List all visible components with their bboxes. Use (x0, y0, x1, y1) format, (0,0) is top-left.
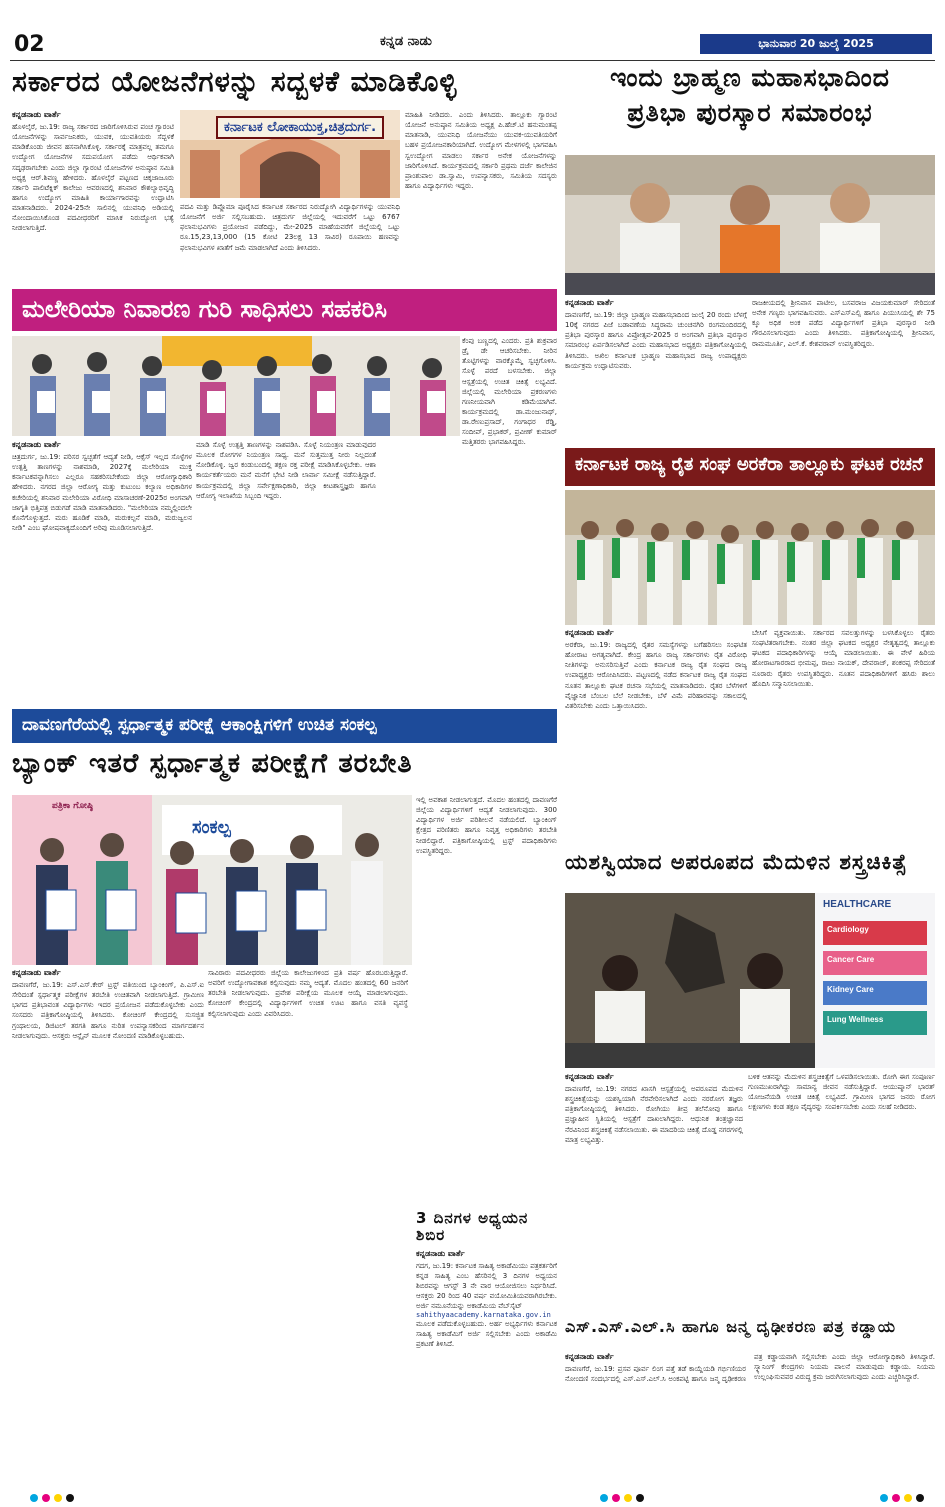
byline: ಕನ್ನಡನಾಡು ವಾರ್ತೆ (12, 968, 61, 977)
board-item-lung-wellness: Lung Wellness (827, 1015, 884, 1024)
article-1-col1 (12, 110, 174, 280)
registration-marks-left (30, 1494, 74, 1502)
article-1-col2 (180, 202, 400, 280)
headline-line-2: ಪ್ರತಿಭಾ ಪುರಸ್ಕಾರ ಸಮಾರಂಭ (627, 97, 873, 127)
byline: ಕನ್ನಡನಾಡು ವಾರ್ತೆ (12, 440, 61, 449)
registration-dot (612, 1494, 620, 1502)
article-body: ರಾಜಕೀಯದಲ್ಲಿ ಶ್ರೀನಿವಾಸ ಪಾಟೀಲ, ಬಸವರಾಜ ವಿಜಯಕುಮಾರ್ ಸೇರಿದಂತೆ ಅನೇಕ ಗಣ್ಯರು ಭಾಗವಹಿಸುವರು. ಎಸ್ಎಸ್ಎಲ್ಸಿ ಹಾಗೂ ಪಿಯುಸಿಯಲ್ಲಿ ಶೇ 75 ಕ್ಕೂ ಅಧಿಕ ಅಂಕ ಪಡೆದ ವಿದ್ಯಾರ್ಥಿಗಳಿಗೆ ಪ್ರತಿಭಾ ಪುರಸ್ಕಾರ ನೀಡಿ ಗೌರವಿಸಲಾಗುವುದು ಎಂದು ತಿಳಿಸಿದರು. ಪತ್ರಿಕಾಗೋಷ್ಠಿಯಲ್ಲಿ ಶ್ರೀನಿವಾಸ, ರಾಮಮೂರ್ತಿ, ಎಲ್.ಕೆ. ಕೇಶವರಾವ್ ಉಪಸ್ಥಿತರಿದ್ದರು. (752, 299, 935, 348)
article-body: ದಾವಣಗೆರೆ, ಜು.19: ಜಿಲ್ಲಾ ಬ್ರಾಹ್ಮಣ ಮಹಾಸಭಾದಿಂದ ಜುಲೈ 20 ರಂದು ಬೆಳಗ್ಗೆ 10ಕ್ಕೆ ನಗರದ ಪಿಜೆ ಬಡಾವಣೆಯ ಸಿದ್ಧರಾಮ ಚುಂಚನಗಿರಿ ರಂಗಮಂದಿರದಲ್ಲಿ ಪ್ರತಿಭಾ ಪುರಸ್ಕಾರ ಹಾಗೂ ವಿಪ್ರೋತ್ಸವ-2025 ರ ಅಂಗವಾಗಿ ಪ್ರತಿಭಾ ಪುರಸ್ಕಾರ ಸಮಾರಂಭ ಏರ್ಪಡಿಸಲಾಗಿದೆ ಎಂದು ಮಹಾಸಭಾದ ಅಧ್ಯಕ್ಷರು ಪತ್ರಿಕಾಗೋಷ್ಠಿಯಲ್ಲಿ ತಿಳಿಸಿದರು. ಅಖಿಲ ಕರ್ನಾಟಕ ಬ್ರಾಹ್ಮಣ ಮಹಾಸಭಾದ ರಾಜ್ಯ ಉಪಾಧ್ಯಕ್ಷರು ಕಾರ್ಯಕ್ರಮ ಉದ್ಘಾಟಿಸುವರು. (565, 311, 747, 370)
malaria-banner-headline: ಮಲೇರಿಯಾ ನಿವಾರಣ ಗುರಿ ಸಾಧಿಸಲು ಸಹಕರಿಸಿ (12, 289, 557, 331)
headline-line-1: ಇಂದು ಬ್ರಾಹ್ಮಣ ಮಹಾಸಭಾದಿಂದ (610, 64, 890, 92)
board-item-cardiology: Cardiology (827, 925, 869, 934)
board-item-cancer-care: Cancer Care (827, 955, 875, 964)
healthcare-board-title: HEALTHCARE (823, 899, 892, 910)
coaching-col2 (208, 968, 408, 1488)
article-body: ಮಾಡಿ ಸೊಳ್ಳೆ ಉತ್ಪತ್ತಿ ತಾಣಗಳನ್ನು ನಾಶಪಡಿಸಿ. ಸೊಳ್ಳೆ ನಿಯಂತ್ರಣ ಮಾಡುವುದರ ಮೂಲಕ ರೋಗಗಳ ನಿಯಂತ್ರಣ ಸಾಧ್ಯ. ಮನೆ ಸುತ್ತಮುತ್ತ ನೀರು ನಿಲ್ಲದಂತೆ ನೋಡಿಕೊಳ್ಳಿ. ಜ್ವರ ಕಂಡುಬಂದಲ್ಲಿ ತಕ್ಷಣ ರಕ್ತ ಪರೀಕ್ಷೆ ಮಾಡಿಸಿಕೊಳ್ಳಬೇಕು. ಆಶಾ ಕಾರ್ಯಕರ್ತೆಯರು ಮನೆ ಮನೆಗೆ ಭೇಟಿ ನೀಡಿ ಲಾರ್ವಾ ಸಮೀಕ್ಷೆ ನಡೆಸುತ್ತಿದ್ದಾರೆ. ಕಾರ್ಯಕ್ರಮದಲ್ಲಿ ಜಿಲ್ಲಾ ಸರ್ವೇಕ್ಷಣಾಧಿಕಾರಿ, ಜಿಲ್ಲಾ ಕೀಟಶಾಸ್ತ್ರಜ್ಞರು ಹಾಗೂ ಆರೋಗ್ಯ ಇಲಾಖೆಯ ಸಿಬ್ಬಂದಿ ಇದ್ದರು. (196, 441, 376, 500)
malaria-col1 (12, 440, 192, 705)
page-header (0, 0, 945, 62)
raitha-sangha-banner-headline: ಕರ್ನಾಟಕ ರಾಜ್ಯ ರೈತ ಸಂಘ ಅರಕೆರಾ ತಾಲ್ಲೂಕು ಘಟಕ ರಚನೆ (565, 448, 935, 486)
article-body: ಇಲ್ಲಿ ಅವಕಾಶ ನೀಡಲಾಗುತ್ತದೆ. ಮೊದಲ ಹಂತದಲ್ಲಿ ದಾವಣಗೆರೆ ಜಿಲ್ಲೆಯ ವಿದ್ಯಾರ್ಥಿಗಳಿಗೆ ಆದ್ಯತೆ ನೀಡಲಾಗುವುದು. 300 ವಿದ್ಯಾರ್ಥಿಗಳ ಅರ್ಜಿ ಪರಿಶೀಲನೆ ನಡೆಯಲಿದೆ. ಬ್ಯಾಂಕಿಂಗ್ ಕ್ಷೇತ್ರದ ಪರಿಣಿತರು ಹಾಗೂ ನಿವೃತ್ತ ಅಧಿಕಾರಿಗಳು ತರಬೇತಿ ನೀಡಲಿದ್ದಾರೆ. ಪತ್ರಿಕಾಗೋಷ್ಠಿಯಲ್ಲಿ ಟ್ರಸ್ಟ್ ಪದಾಧಿಕಾರಿಗಳು ಉಪಸ್ಥಿತರಿದ್ದರು. (416, 796, 557, 855)
article-1-headline (12, 66, 557, 108)
article-body: ದಾವಣಗೆರೆ, ಜು.19: ಪ್ರಸವ ಪೂರ್ವ ಲಿಂಗ ಪತ್ತೆ ತಡೆ ಕಾಯ್ದೆಯಡಿ ಗರ್ಭಿಣಿಯರ ನೋಂದಣಿ ಸಂದರ್ಭದಲ್ಲಿ ಎಸ್.ಎಸ್.ಎಲ್.ಸಿ ಅಂಕಪಟ್ಟಿ ಹಾಗೂ ಜನ್ಮ ದೃಢೀಕರಣ ಪತ್ರ ಕಡ್ಡಾಯವಾಗಿ ಸಲ್ಲಿಸಬೇಕು ಎಂದು ಜಿಲ್ಲಾ ಆರೋಗ್ಯಾಧಿಕಾರಿ ತಿಳಿಸಿದ್ದಾರೆ. ಸ್ಕ್ಯಾನಿಂಗ್ ಕೇಂದ್ರಗಳು ನಿಯಮ ಪಾಲನೆ ಮಾಡುವುದು ಕಡ್ಡಾಯ. ನಿಯಮ ಉಲ್ಲಂಘಿಸುವವರ ವಿರುದ್ಧ ಕ್ರಮ ಜರುಗಿಸಲಾಗುವುದು ಎಂದು ಎಚ್ಚರಿಸಿದ್ದಾರೆ. (565, 1353, 935, 1384)
lokayukta-building-photo (180, 110, 400, 198)
farmers-association-photo (565, 490, 935, 625)
registration-dot (54, 1494, 62, 1502)
brahmana-sabha-press-photo (565, 155, 935, 295)
registration-dot (600, 1494, 608, 1502)
registration-dot (636, 1494, 644, 1502)
sslc-headline (565, 1318, 935, 1348)
article-body: ಚಿತ್ರದುರ್ಗ, ಜು.19: ಪರಿಸರ ಸ್ವಚ್ಛತೆಗೆ ಆದ್ಯತೆ ನೀಡಿ, ಆಕ್ಸೆಸ್ ಇಲ್ಲದ ಸೊಳ್ಳೆಗಳ ಉತ್ಪತ್ತಿ ತಾಣಗಳನ್ನು ನಾಶಮಾಡಿ, 2027ಕ್ಕೆ ಮಲೇರಿಯಾ ಮುಕ್ತ ಕರ್ನಾಟಕವನ್ನಾಗಿಸಲು ಎಲ್ಲರೂ ಸಹಕರಿಸಬೇಕೆಂದು ಜಿಲ್ಲಾ ಆರೋಗ್ಯಾಧಿಕಾರಿ ಹೇಳಿದರು. ನಗರದ ಜಿಲ್ಲಾ ಆರೋಗ್ಯ ಮತ್ತು ಕುಟುಂಬ ಕಲ್ಯಾಣ ಅಧಿಕಾರಿಗಳ ಕಚೇರಿಯಲ್ಲಿ ಶನಿವಾರ ಮಲೇರಿಯಾ ವಿರೋಧಿ ಮಾಸಾಚರಣೆ-2025ರ ಅಂಗವಾಗಿ ಜಾಗೃತಿ ಭಿತ್ತಿಪತ್ರ ಬಿಡುಗಡೆ ಮಾಡಿ ಮಾತನಾಡಿದರು. "ಮಲೇರಿಯಾ ನಮ್ಮಲ್ಲಿಂದಲೇ ಕೊನೆಗೊಳ್ಳುತ್ತದೆ. ಮರು ಹೂಡಿಕೆ ಮಾಡಿ, ಮರುಕಲ್ಪನೆ ಮಾಡಿ, ಮರುಜ್ವಲನ ನೀಡಿ" ಎಂಬ ಘೋಷವಾಕ್ಯದೊಂದಿಗೆ ಅರಿವು ಮೂಡಿಸಲಾಗುತ್ತಿದೆ. (12, 453, 192, 532)
registration-dot (30, 1494, 38, 1502)
article-body: ಬಳಿಕ ಆತನನ್ನು ಮೆದುಳಿನ ಶಸ್ತ್ರಚಿಕಿತ್ಸೆಗೆ ಒಳಪಡಿಸಲಾಯಿತು. ರೋಗಿ ಈಗ ಸಂಪೂರ್ಣ ಗುಣಮುಖರಾಗಿದ್ದು ಸಾಮಾನ್ಯ ಜೀವನ ನಡೆಸುತ್ತಿದ್ದಾರೆ. ಆಯುಷ್ಮಾನ್ ಭಾರತ್ ಯೋಜನೆಯಡಿ ಉಚಿತ ಚಿಕಿತ್ಸೆ ಲಭ್ಯವಿದೆ. ಗ್ರಾಮೀಣ ಭಾಗದ ಜನರು ರೋಗ ಲಕ್ಷಣಗಳು ಕಂಡ ತಕ್ಷಣ ವೈದ್ಯರನ್ನು ಸಂಪರ್ಕಿಸಬೇಕು ಎಂದು ಸಲಹೆ ನೀಡಿದರು. (748, 1073, 935, 1112)
sslc-article (565, 1352, 935, 1487)
article-body: ಕೆಂಪು ಬಣ್ಣದಲ್ಲಿ ಎಂದರು. ಪ್ರತಿ ಶುಕ್ರವಾರ ಡ್ರೈ ಡೇ ಆಚರಿಸಬೇಕು. ನೀರಿನ ತೊಟ್ಟಿಗಳನ್ನು ವಾರಕ್ಕೊಮ್ಮೆ ಸ್ವಚ್ಛಗೊಳಿಸಿ. ಸೊಳ್ಳೆ ಪರದೆ ಬಳಸಬೇಕು. ಜಿಲ್ಲಾ ಆಸ್ಪತ್ರೆಯಲ್ಲಿ ಉಚಿತ ಚಿಕಿತ್ಸೆ ಲಭ್ಯವಿದೆ. ಜಿಲ್ಲೆಯಲ್ಲಿ ಮಲೇರಿಯಾ ಪ್ರಕರಣಗಳು ಗಣನೀಯವಾಗಿ ಕಡಿಮೆಯಾಗಿವೆ. ಕಾರ್ಯಕ್ರಮದಲ್ಲಿ ಡಾ.ಮಂಜುನಾಥ್, ಡಾ.ರೇಣುಪ್ರಸಾದ್, ಗಂಗಾಧರ ರೆಡ್ಡಿ, ಸಂದೀಪ್, ಪ್ರಭಾಕರ್, ಪ್ರವೀಣ್ ಕುಮಾರ್ ಮತ್ತಿತರರು ಭಾಗವಹಿಸಿದ್ದರು. (462, 337, 557, 447)
byline: ಕನ್ನಡನಾಡು ವಾರ್ತೆ (416, 1248, 465, 1258)
farmers-col2 (752, 628, 935, 848)
article-body: ದಾವಣಗೆರೆ, ಜು.19: ನಗರದ ಖಾಸಗಿ ಆಸ್ಪತ್ರೆಯಲ್ಲಿ ಅಪರೂಪದ ಮೆದುಳಿನ ಶಸ್ತ್ರಚಿಕಿತ್ಸೆಯನ್ನು ಯಶಸ್ವಿಯಾಗಿ ನೆರವೇರಿಸಲಾಗಿದೆ ಎಂದು ನರರೋಗ ತಜ್ಞರು ಪತ್ರಿಕಾಗೋಷ್ಠಿಯಲ್ಲಿ ತಿಳಿಸಿದರು. ರೋಗಿಯು ತೀವ್ರ ತಲೆನೋವು ಹಾಗೂ ಪ್ರಜ್ಞಾಹೀನ ಸ್ಥಿತಿಯಲ್ಲಿ ಆಸ್ಪತ್ರೆಗೆ ದಾಖಲಾಗಿದ್ದರು. ಆಧುನಿಕ ತಂತ್ರಜ್ಞಾನದ ನೆರವಿನಿಂದ ಶಸ್ತ್ರಚಿಕಿತ್ಸೆ ನಡೆಸಲಾಯಿತು. ಈ ಮಾದರಿಯ ಚಿಕಿತ್ಸೆ ದೊಡ್ಡ ನಗರಗಳಲ್ಲಿ ಮಾತ್ರ ಲಭ್ಯವಿತ್ತು. (565, 1085, 743, 1144)
surgery-col2 (748, 1072, 935, 1310)
registration-dot (892, 1494, 900, 1502)
academy-website-url: sahithyaacademy.karnataka.gov.in (416, 1311, 551, 1320)
article-body: ಪದವಿ ಮತ್ತು ಡಿಪ್ಲೊಮಾ ಪೂರೈಸಿದ ಕರ್ನಾಟಕ ಸರ್ಕಾರದ ನಿರುದ್ಯೋಗಿ ವಿದ್ಯಾರ್ಥಿಗಳನ್ನು ಯುವನಿಧಿ ಯೋಜನೆಗೆ ಅರ್ಜಿ ಸಲ್ಲಿಸಬಹುದು. ಚಿತ್ರದುರ್ಗ ಜಿಲ್ಲೆಯಲ್ಲಿ ಇದುವರೆಗೆ ಒಟ್ಟು 6767 ಫಲಾನುಭವಿಗಳು ಪ್ರಯೋಜನ ಪಡೆದಿದ್ದು, ಮೇ-2025 ಮಾಹೆಯವರೆಗೆ ಜಿಲ್ಲೆಯಲ್ಲಿ ಒಟ್ಟು ರೂ.15,23,13,000 (15 ಕೋಟಿ 23ಲಕ್ಷ 13 ಸಾವಿರ) ರೂಪಾಯಿ ಹಣವನ್ನು ಫಲಾನುಭವಿಗಳ ಖಾತೆಗೆ ಜಮೆ ಮಾಡಲಾಗಿದೆ ಎಂದು ತಿಳಿಸಿದರು. (180, 203, 400, 252)
photo-banner-title: ಸಂಕಲ್ಪ (192, 817, 231, 838)
registration-dot (904, 1494, 912, 1502)
headline: ಸರ್ಕಾರದ ಯೋಜನೆಗಳನ್ನು ಸದ್ಬಳಕೆ ಮಾಡಿಕೊಳ್ಳಿ (12, 66, 458, 98)
byline: ಕನ್ನಡನಾಡು ವಾರ್ತೆ (565, 1072, 614, 1081)
article-body: ಮಾಹಿತಿ ನೀಡಿದರು. ಎಂದು ತಿಳಿಸಿದರು. ತಾಲ್ಲೂಕು ಗ್ಯಾರಂಟಿ ಯೋಜನೆ ಅನುಷ್ಠಾನ ಸಮಿತಿಯ ಅಧ್ಯಕ್ಷ ಪಿ.ಹೆಚ್.ಟಿ ಹನುಮಂತಪ್ಪ ಮಾತನಾಡಿ, ಯುವನಿಧಿ ಯೋಜನೆಯು ಯುವಕ-ಯುವತಿಯರಿಗೆ ಬಹಳ ಪ್ರಯೋಜನಕಾರಿಯಾಗಿದೆ. ಉದ್ಯೋಗ ಮೇಳಗಳಲ್ಲಿ ಭಾಗವಹಿಸಿ ಸ್ವಉದ್ಯೋಗ ಮಾಡಲು ಸರ್ಕಾರ ಅನೇಕ ಯೋಜನೆಗಳನ್ನು ಜಾರಿಗೊಳಿಸಿದೆ. ಕಾರ್ಯಕ್ರಮದಲ್ಲಿ ಸರ್ಕಾರಿ ಪ್ರಥಮ ದರ್ಜೆ ಕಾಲೇಜಿನ ಪ್ರಾಂಶುಪಾಲ ಡಾ.ಸ್ವಾಮಿ, ಉಪನ್ಯಾಸಕರು, ಸಮಿತಿಯ ಸದಸ್ಯರು ಹಾಗೂ ವಿದ್ಯಾರ್ಥಿಗಳು ಇದ್ದರು. (405, 111, 557, 190)
farmers-col1 (565, 628, 747, 848)
article-body: ದಾವಣಗೆರೆ, ಜು.19: ಎಸ್.ಎಸ್.ಕೇರ್ ಟ್ರಸ್ಟ್ ವತಿಯಿಂದ ಬ್ಯಾಂಕಿಂಗ್, ಪಿ.ಎಸ್.ಐ ಸೇರಿದಂತೆ ಸ್ಪರ್ಧಾತ್ಮಕ ಪರೀಕ್ಷೆಗಳ ತರಬೇತಿ ಉಚಿತವಾಗಿ ನೀಡಲಾಗುತ್ತಿದೆ. ಗ್ರಾಮೀಣ ಭಾಗದ ಪ್ರತಿಭಾವಂತ ವಿದ್ಯಾರ್ಥಿಗಳು ಇದರ ಪ್ರಯೋಜನ ಪಡೆದುಕೊಳ್ಳಬೇಕು ಎಂದು ಸಂಸದರು ಪತ್ರಿಕಾಗೋಷ್ಠಿಯಲ್ಲಿ ತಿಳಿಸಿದರು. ಕೋಚಿಂಗ್ ಕೇಂದ್ರದಲ್ಲಿ ಸುಸಜ್ಜಿತ ಗ್ರಂಥಾಲಯ, ಡಿಜಿಟಲ್ ತರಗತಿ ಹಾಗೂ ನುರಿತ ಉಪನ್ಯಾಸಕರಿಂದ ಮಾರ್ಗದರ್ಶನ ನೀಡಲಾಗುವುದು. ಆಸಕ್ತರು ಆನ್ಲೈನ್ ಮೂಲಕ ನೋಂದಣಿ ಮಾಡಿಕೊಳ್ಳಬಹುದು. (12, 981, 204, 1040)
registration-dot (916, 1494, 924, 1502)
date-bar: ಭಾನುವಾರ 20 ಜುಲೈ 2025 (700, 34, 932, 54)
registration-dot (66, 1494, 74, 1502)
article-2-headline (565, 64, 935, 152)
byline: ಕನ್ನಡನಾಡು ವಾರ್ತೆ (12, 110, 61, 119)
headline: ಎಸ್.ಎಸ್.ಎಲ್.ಸಿ ಹಾಗೂ ಜನ್ಮ ದೃಢೀಕರಣ ಪತ್ರ ಕಡ್ಡಾಯ (565, 1318, 897, 1336)
photo-caption-label: ಪತ್ರಿಕಾ ಗೋಷ್ಠಿ (52, 801, 93, 811)
article-body: ಗದಗ, ಜು.19: ಕರ್ನಾಟಕ ಸಾಹಿತ್ಯ ಅಕಾಡೆಮಿಯು ಪತ್ರಕರ್ತರಿಗೆ ಕನ್ನಡ ಸಾಹಿತ್ಯ ಎಂಬ ಹೆಸರಿನಲ್ಲಿ 3 ದಿನಗಳ ಅಧ್ಯಯನ ಶಿಬಿರವನ್ನು ಆಗಸ್ಟ್ 3 ನೇ ವಾರ ಆಯೋಜಿಸಲು ನಿರ್ಧರಿಸಿದೆ. ಆಸಕ್ತರು 20 ರಿಂದ 40 ವರ್ಷ ವಯೋಮಿತಿಯವರಾಗಿರಬೇಕು. ಅರ್ಜಿ ನಮೂನೆಯನ್ನು ಅಕಾಡೆಮಿಯ ವೆಬ್‌ಸೈಟ್ (416, 1261, 557, 1311)
coaching-col3 (416, 795, 557, 1200)
registration-marks-right (880, 1494, 924, 1502)
article-2-col1 (565, 298, 747, 443)
coaching-headline (12, 748, 557, 790)
coaching-col1 (12, 968, 204, 1488)
board-item-kidney-care: Kidney Care (827, 985, 874, 994)
study-camp-article (416, 1210, 557, 1490)
registration-dot (880, 1494, 888, 1502)
registration-marks-middle (600, 1494, 644, 1502)
article-body: ಹೊಳಲ್ಕೆರೆ, ಜು.19: ರಾಜ್ಯ ಸರ್ಕಾರದ ಜಾರಿಗೊಳಿಸಿರುವ ಪಂಚ ಗ್ಯಾರಂಟಿ ಯೋಜನೆಗಳನ್ನು ಸಾರ್ವಜನಿಕರು, ಯುವಕ, ಯುವತಿಯರು ಸೆದ್ಬಳಕೆ ಮಾಡಿಕೊಂಡು ಜೀವನ ಹಸನಾಗಿಸಿಕೊಳ್ಳಿ. ಸರ್ಕಾರಕ್ಕೆ ಮಾತ್ರವಲ್ಲ ತಮಗೂ ಉದ್ಯೋಗ ಯೋಜನೆಗಳ ಸದುಪಯೋಗ ಪಡೆದು ಆರ್ಥಿಕವಾಗಿ ಸದೃಢರಾಗಬೇಕು ಎಂದು ಜಿಲ್ಲಾ ಗ್ಯಾರಂಟಿ ಯೋಜನೆಗಳ ಅನುಷ್ಠಾನ ಸಮಿತಿ ಅಧ್ಯಕ್ಷ ಆರ್.ಶಿವಣ್ಣ ಹೇಳಿದರು. ಹೊಳಲ್ಕೆರೆ ಪಟ್ಟಣದ ಚಿಕ್ಕಜಾಜೂರು ಸರ್ಕಾರಿ ಪಾಲಿಟೆಕ್ನಿಕ್ ಕಾಲೇಜು ಆವರಣದಲ್ಲಿ ಶನಿವಾರ ಕೌಶಲ್ಯಾಭಿವೃದ್ಧಿ ಹಾಗೂ ಉದ್ಯೋಗ ಮಾಹಿತಿ ಕಾರ್ಯಾಗಾರವನ್ನು ಉದ್ಘಾಟಿಸಿ ಮಾತನಾಡಿದರು. 2024-25ನೇ ಸಾಲಿನಲ್ಲಿ ಯುವನಿಧಿ ಅಡಿಯಲ್ಲಿ ನೋಂದಾಯಿಸಿಕೊಂಡ ಪದವೀಧರರಿಗೆ ಮಾಸಿಕ ನಿರುದ್ಯೋಗ ಭತ್ಯೆ ನೀಡಲಾಗುತ್ತಿದೆ. (12, 123, 174, 233)
surgery-col1 (565, 1072, 743, 1310)
article-body-2: ಮೂಲಕ ಪಡೆದುಕೊಳ್ಳಬಹುದು. ಅರ್ಹ ಅಭ್ಯರ್ಥಿಗಳು ಕರ್ನಾಟಕ ಸಾಹಿತ್ಯ ಅಕಾಡೆಮಿಗೆ ಅರ್ಜಿ ಸಲ್ಲಿಸಬೇಕು ಎಂದು ಅಕಾಡೆಮಿ ಪ್ರಕಟಣೆ ತಿಳಿಸಿದೆ. (416, 1320, 557, 1349)
article-1-col3 (405, 110, 557, 280)
byline: ಕನ್ನಡನಾಡು ವಾರ್ತೆ (565, 298, 614, 307)
coaching-press-meet-photo (12, 795, 412, 965)
lokayukta-sign: ಕರ್ನಾಟಕ ಲೋಕಾಯುಕ್ತ,ಚಿತ್ರದುರ್ಗ. (216, 116, 384, 139)
malaria-col2 (196, 440, 376, 705)
byline: ಕನ್ನಡನಾಡು ವಾರ್ತೆ (565, 628, 614, 637)
headline: ಯಶಸ್ವಿಯಾದ ಅಪರೂಪದ ಮೆದುಳಿನ ಶಸ್ತ್ರಚಿಕಿತ್ಸೆ (565, 850, 908, 874)
header-rule (10, 60, 935, 61)
article-body: ಅರಕೆರಾ, ಜು.19: ರಾಜ್ಯದಲ್ಲಿ ರೈತರ ಸಮಸ್ಯೆಗಳನ್ನು ಬಗೆಹರಿಸಲು ಸಂಘಟಿತ ಹೋರಾಟ ಅಗತ್ಯವಾಗಿದೆ. ಕೇಂದ್ರ ಹಾಗೂ ರಾಜ್ಯ ಸರ್ಕಾರಗಳು ರೈತ ವಿರೋಧಿ ನೀತಿಗಳನ್ನು ಅನುಸರಿಸುತ್ತಿವೆ ಎಂದು ಕರ್ನಾಟಕ ರಾಜ್ಯ ರೈತ ಸಂಘದ ರಾಜ್ಯ ಉಪಾಧ್ಯಕ್ಷರು ಆರೋಪಿಸಿದರು. ಪಟ್ಟಣದಲ್ಲಿ ನಡೆದ ಕರ್ನಾಟಕ ರಾಜ್ಯ ರೈತ ಸಂಘದ ನೂತನ ತಾಲ್ಲೂಕು ಘಟಕ ರಚನಾ ಸಭೆಯಲ್ಲಿ ಮಾತನಾಡಿದರು. ರೈತರ ಬೆಳೆಗಳಿಗೆ ವೈಜ್ಞಾನಿಕ ಬೆಂಬಲ ಬೆಲೆ ನೀಡಬೇಕು, ಬೆಳೆ ವಿಮೆ ಪರಿಹಾರವನ್ನು ಸಕಾಲದಲ್ಲಿ ವಿತರಿಸಬೇಕು ಎಂದು ಒತ್ತಾಯಿಸಿದರು. (565, 641, 747, 710)
headline: 3 ದಿನಗಳ ಅಧ್ಯಯನ ಶಿಬಿರ (416, 1210, 529, 1245)
registration-dot (42, 1494, 50, 1502)
surgery-headline (565, 850, 935, 890)
malaria-col3 (380, 336, 557, 705)
page-number: 02 (14, 32, 45, 57)
headline: ಬ್ಯಾಂಕ್ ಇತರೆ ಸ್ಪರ್ಧಾತ್ಮಕ ಪರೀಕ್ಷೆಗೆ ತರಬೇತಿ (12, 748, 413, 779)
masthead: ಕನ್ನಡ ನಾಡು (380, 34, 432, 49)
neurosurgery-press-photo (565, 893, 935, 1068)
article-body: ಸಾವಿರಾರು ಪದವೀಧರರು ಜಿಲ್ಲೆಯ ಕಾಲೇಜುಗಳಿಂದ ಪ್ರತಿ ವರ್ಷ ಹೊರಬರುತ್ತಿದ್ದಾರೆ. ಅವರಿಗೆ ಉದ್ಯೋಗಾವಕಾಶ ಕಲ್ಪಿಸುವುದು ನಮ್ಮ ಆದ್ಯತೆ. ಮೊದಲ ಹಂತದಲ್ಲಿ 60 ಜನರಿಗೆ ತರಬೇತಿ ನೀಡಲಾಗುವುದು. ಪ್ರವೇಶ ಪರೀಕ್ಷೆಯ ಮೂಲಕ ಆಯ್ಕೆ ಮಾಡಲಾಗುವುದು. ಕೋಚಿಂಗ್ ಕೇಂದ್ರದಲ್ಲಿ ವಿದ್ಯಾರ್ಥಿಗಳಿಗೆ ಉಚಿತ ಊಟ ಹಾಗೂ ವಸತಿ ವ್ಯವಸ್ಥೆ ಕಲ್ಪಿಸಲಾಗುವುದು ಎಂದು ವಿವರಿಸಿದರು. (208, 969, 408, 1018)
byline: ಕನ್ನಡನಾಡು ವಾರ್ತೆ (565, 1352, 614, 1361)
coaching-kicker-banner: ದಾವಣಗೆರೆಯಲ್ಲಿ ಸ್ಪರ್ಧಾತ್ಮಕ ಪರೀಕ್ಷೆ ಆಕಾಂಕ್ಷಿಗಳಿಗೆ ಉಚಿತ ಸಂಕಲ್ಪ (12, 709, 557, 743)
article-body: ಬೇಸಿಗೆ ವ್ಯಕ್ತವಾಯಿತು. ಸರ್ಕಾರದ ಸವಲತ್ತುಗಳನ್ನು ಬಳಸಿಕೊಳ್ಳಲು ರೈತರು ಸಂಘಟಿತರಾಗಬೇಕು. ನಂತರ ಜಿಲ್ಲಾ ಘಟಕದ ಅಧ್ಯಕ್ಷರ ನೇತೃತ್ವದಲ್ಲಿ ತಾಲ್ಲೂಕು ಘಟಕದ ಪದಾಧಿಕಾರಿಗಳನ್ನು ಆಯ್ಕೆ ಮಾಡಲಾಯಿತು. ಈ ವೇಳೆ ಹಿರಿಯ ಹೋರಾಟಗಾರರಾದ ಭೀಮಪ್ಪ, ರಾಜು ನಾಯಕ್, ದೇವರಾಜ್, ಶಂಕರಪ್ಪ ಸೇರಿದಂತೆ ನೂರಾರು ರೈತರು ಉಪಸ್ಥಿತರಿದ್ದರು. ನೂತನ ಪದಾಧಿಕಾರಿಗಳಿಗೆ ಹಸಿರು ಶಾಲು ಹೊದಿಸಿ ಸನ್ಮಾನಿಸಲಾಯಿತು. (752, 629, 935, 688)
registration-dot (624, 1494, 632, 1502)
article-2-col2 (752, 298, 935, 443)
